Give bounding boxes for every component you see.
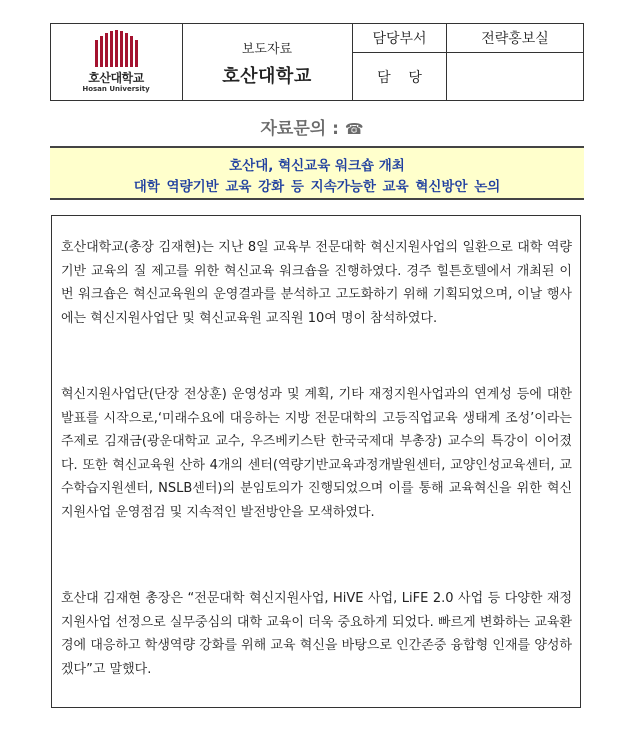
headline-subtitle: 대학 역량기반 교육 강화 등 지속가능한 교육 혁신방안 논의 [133,179,501,195]
phone-icon: ☎ [344,120,364,138]
manager-value [447,53,583,100]
manager-label: 담 당 [353,53,447,100]
inquiry-label: 자료문의 : [260,119,339,139]
university-logo-icon [88,30,144,68]
headline-banner [50,146,584,200]
inquiry-line [0,114,624,139]
logo-name-ko: 호산대학교 [88,71,144,85]
headline-title: 호산대, 혁신교육 워크숍 개최 [229,158,405,174]
logo-cell [51,24,183,100]
article-body [51,215,581,708]
body-paragraph: 호산대학교(총장 김재현)는 지난 8일 교육부 전문대학 혁신지원사업의 일환으로 대학 역량기반 교육의 질 제고를 위한 혁신교육 워크숍을 진행하였다. 경주 힐튼호텔에서 개최된 이번 워크숍은 혁신교육원의 운영결과를 분석하고 고도화하기 위해 기획되었으며, 이날 행사에는 혁신지원사업단 및 혁신교육원 교직원 10여 명이 참석하였다. [61,240,572,326]
department-value: 전략홍보실 [447,24,583,53]
body-paragraph: 혁신지원사업단(단장 전상훈) 운영성과 및 계획, 기타 재정지원사업과의 연계성 등에 대한 발표를 시작으로,‘미래수요에 대응하는 지방 전문대학의 고등직업교육 생태계 조성’이라는 주제로 김재금(광운대학교 교수, 우즈베키스탄 한국국제대 부총장) 교수의 특강이 이어졌다. 또한 혁신교육원 산하 4개의 센터(역량기반교육과정개발원센터, 교양인성교육센터, 교수학습지원센터, NSLB센터)의 분임토의가 진행되었으며 이를 통해 교육혁신을 위한 혁신지원사업 운영점검 및 지속적인 발전방안을 모색하였다. [61,387,572,520]
body-paragraph: 호산대 김재현 총장은 “전문대학 혁신지원사업, HiVE 사업, LiFE 2.0 사업 등 다양한 재정지원사업 선정으로 실무중심의 대학 교육이 더욱 중요하게 되었다. 빠르게 변화하는 교육환경에 대응하고 학생역량 강화를 위해 교육 혁신을 바탕으로 인간존중 융합형 인재를 양성하겠다”고 말했다. [61,591,572,677]
department-label: 담당부서 [353,24,447,53]
press-release-label: 보도자료 [241,42,293,57]
university-name: 호산대학교 [222,66,312,87]
logo-name-en: Hosan University [82,85,150,93]
press-header-table [50,23,584,101]
press-release-cell [183,24,353,100]
